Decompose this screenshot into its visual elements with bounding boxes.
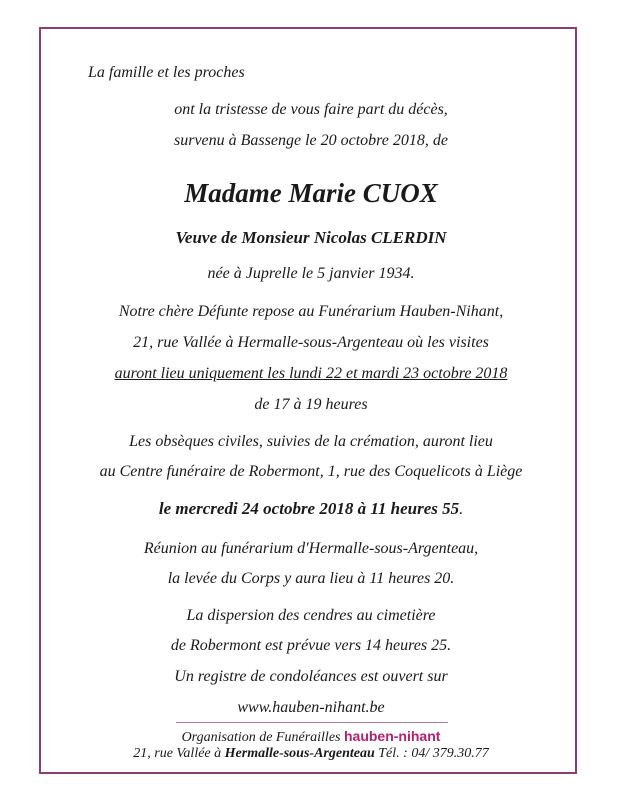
meeting-line-2: la levée du Corps y aura lieu à 11 heures 20. xyxy=(167,570,455,587)
dispersion-line-2: de Robermont est prévue vers 14 heures 25. xyxy=(170,637,452,654)
rest-line-2: 21, rue Vallée à Hermalle-sous-Argenteau où les visites xyxy=(133,334,489,351)
footer-org-label: Organisation de Funérailles xyxy=(181,730,344,745)
register-line: Un registre de condoléances est ouvert sur xyxy=(174,668,448,685)
obsequies-date-end: . xyxy=(459,501,464,518)
obsequies-date: le mercredi 24 octobre 2018 à 11 heures 55 xyxy=(158,499,460,518)
rest-line-4: de 17 à 19 heures xyxy=(254,396,368,413)
footer-separator xyxy=(176,722,448,723)
footer-address-city: Hermalle-sous-Argenteau xyxy=(224,746,375,761)
meeting-line-1: Réunion au funérarium d'Hermalle-sous-Argenteau, xyxy=(143,540,479,557)
brand-logo: hauben-nihant xyxy=(343,728,441,744)
birth-line: née à Juprelle le 5 janvier 1934. xyxy=(207,265,415,282)
rest-line-3 xyxy=(0,364,622,384)
announce-line-2: survenu à Bassenge le 20 octobre 2018, de xyxy=(173,132,448,149)
footer-phone: Tél. : 04/ 379.30.77 xyxy=(374,746,489,761)
footer-address xyxy=(0,745,622,763)
footer-organisation xyxy=(0,727,622,747)
obsequies-line-1: Les obsèques civiles, suivies de la crémation, auront lieu xyxy=(129,433,493,450)
deceased-name: Madame Marie CUOX xyxy=(184,178,438,208)
visits-date: auront lieu uniquement les lundi 22 et mardi 23 octobre 2018 xyxy=(114,365,508,382)
website-link[interactable]: www.hauben-nihant.be xyxy=(237,699,385,716)
announce-line-1: ont la tristesse de vous faire part du décès, xyxy=(174,101,448,118)
obsequies-date-line xyxy=(0,499,622,520)
footer-address-street: 21, rue Vallée à xyxy=(133,746,225,761)
rest-line-1: Notre chère Défunte repose au Funérarium Hauben-Nihant, xyxy=(118,303,504,320)
widow-line: Veuve de Monsieur Nicolas CLERDIN xyxy=(175,228,447,247)
dispersion-line-1: La dispersion des cendres au cimetière xyxy=(186,607,436,624)
obsequies-line-2: au Centre funéraire de Robermont, 1, rue des Coquelicots à Liège xyxy=(99,463,523,480)
intro-text: La famille et les proches xyxy=(88,64,245,81)
